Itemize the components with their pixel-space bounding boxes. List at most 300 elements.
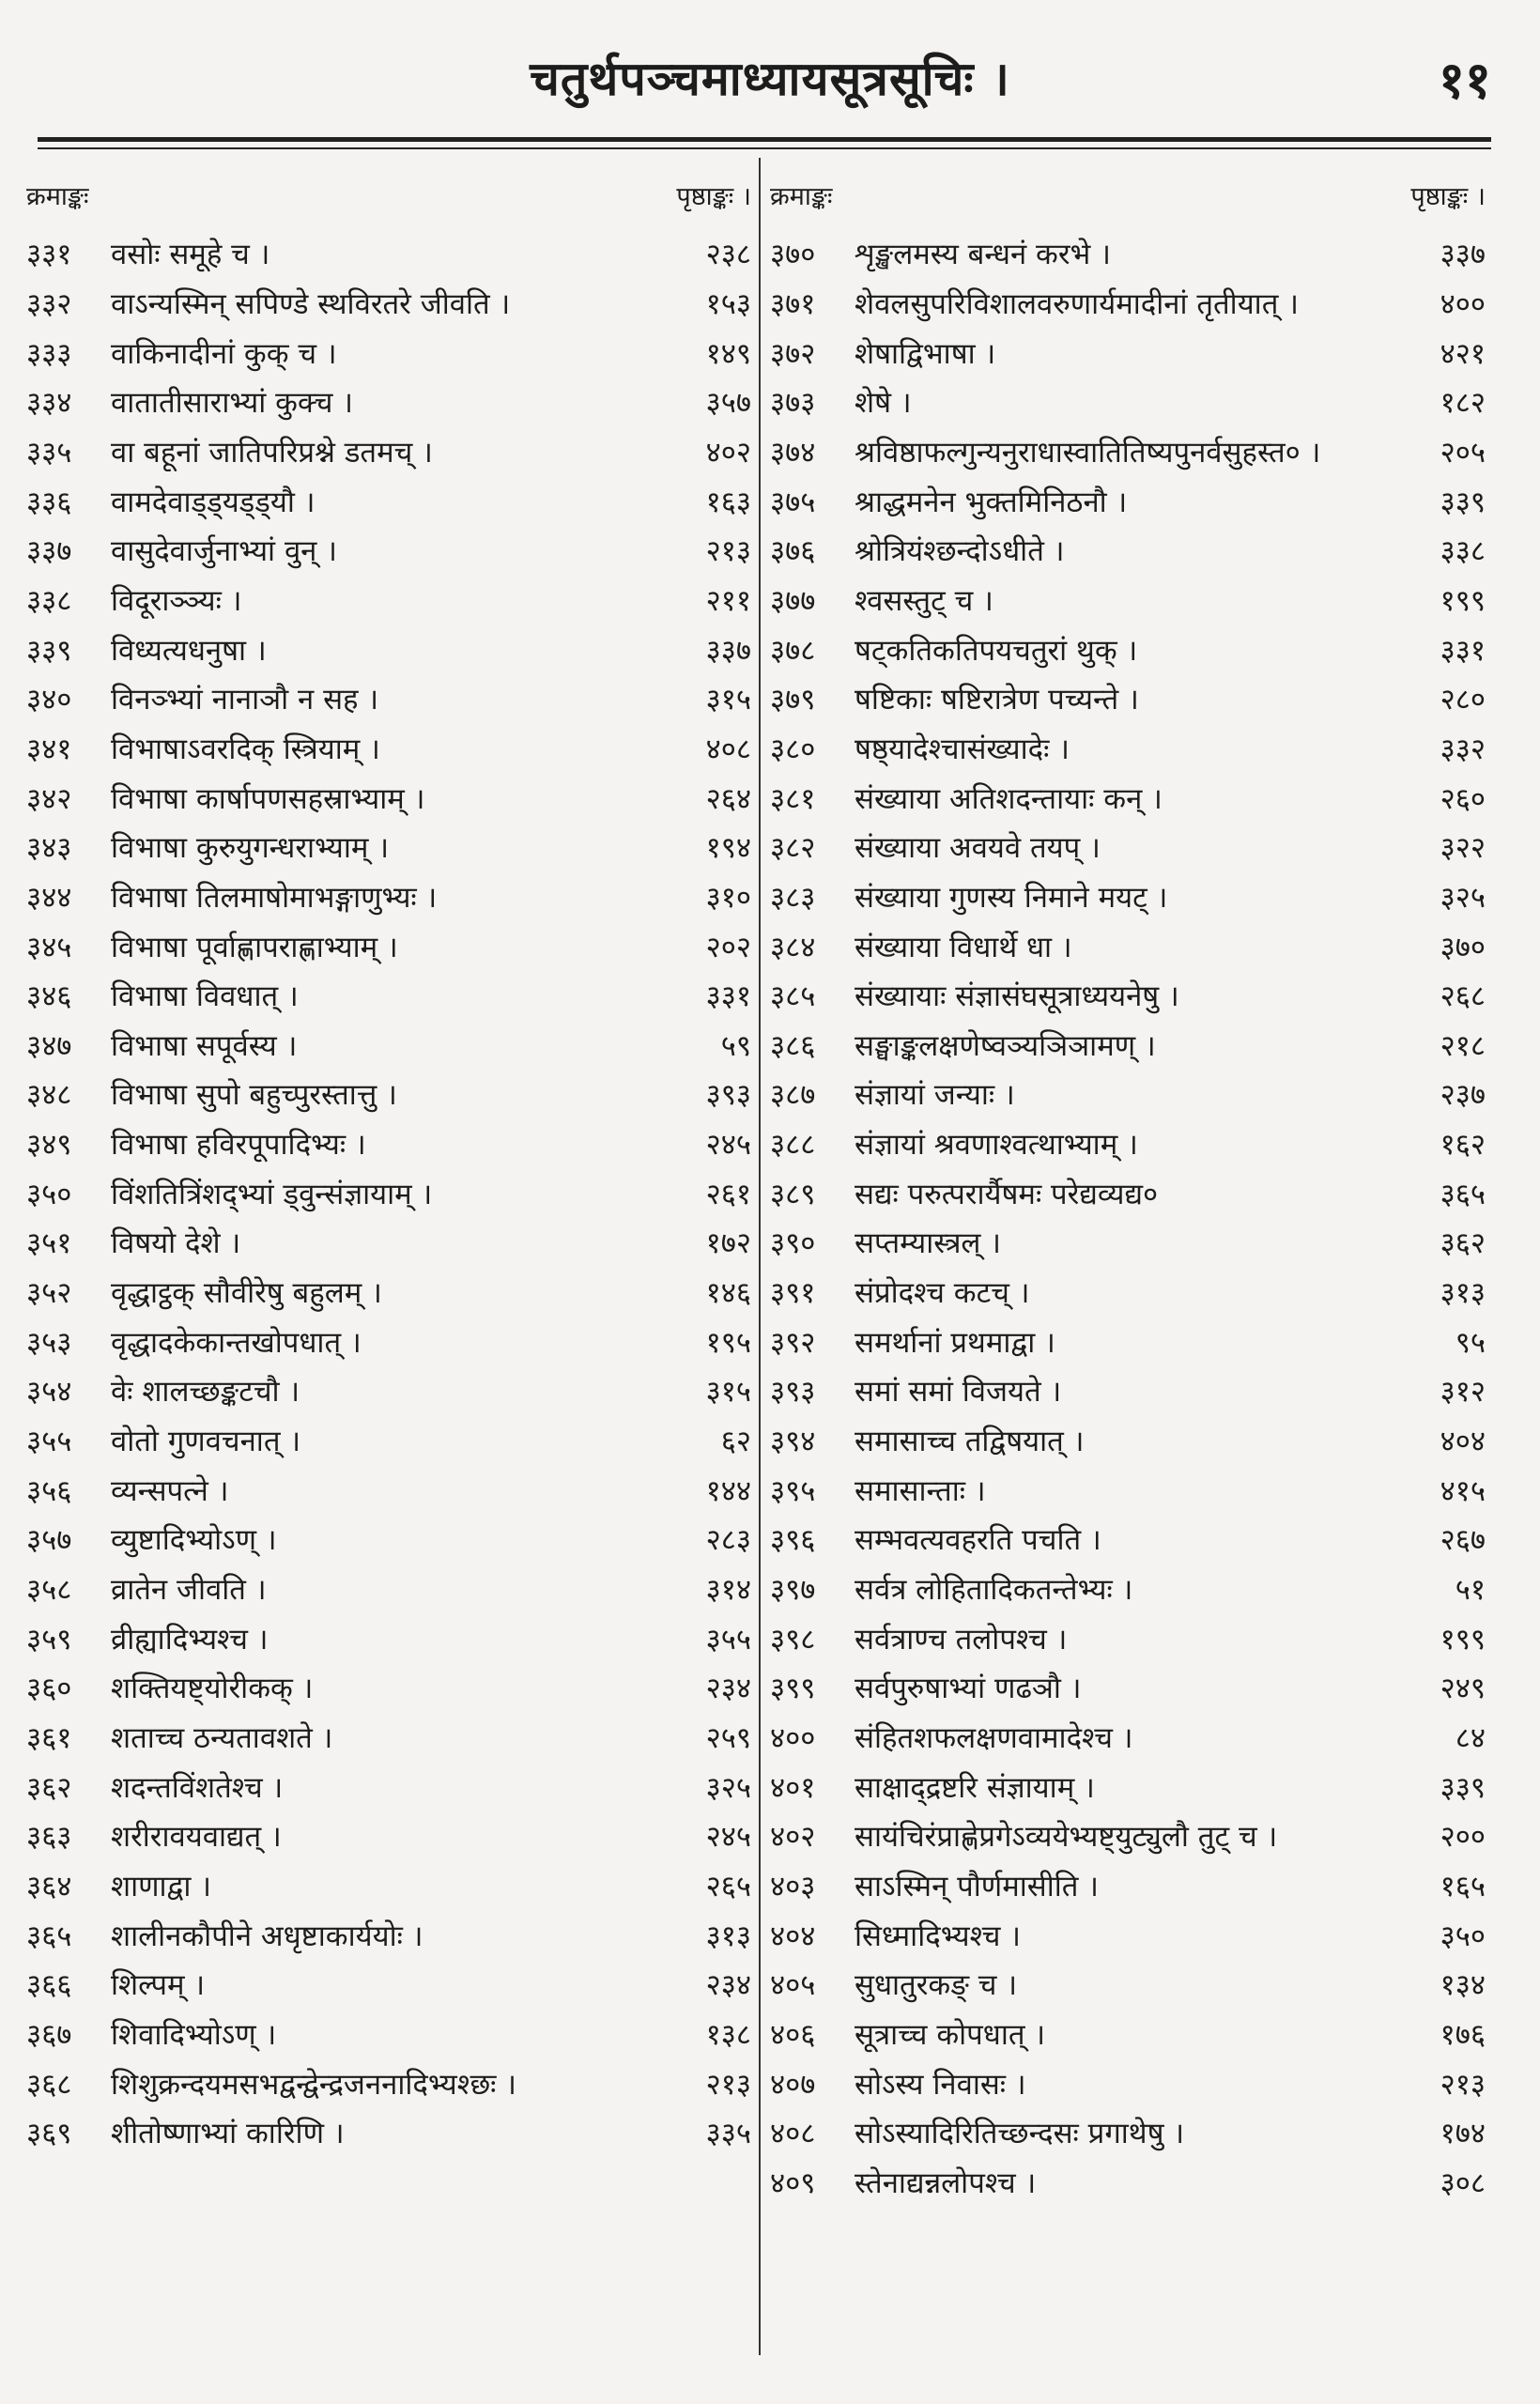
page-reference: ८४ (1455, 1721, 1486, 1756)
sutra-text: संज्ञायां जन्याः । (855, 1078, 1015, 1113)
sutra-text: व्युष्टादिभ्योऽण् । (111, 1523, 277, 1558)
page-reference: ५९ (720, 1028, 751, 1063)
index-entry (770, 921, 1486, 971)
entry-number: ३७७ (770, 583, 816, 618)
page-reference: ३१३ (1440, 1276, 1486, 1311)
page-reference: २१८ (1440, 1028, 1486, 1063)
index-entry (770, 1218, 1486, 1268)
page-reference: २३४ (705, 1968, 751, 2003)
index-entry (770, 971, 1486, 1021)
index-entry (26, 773, 751, 823)
sutra-text: संज्ञायां श्रवणाश्वत्थाभ्याम् । (855, 1128, 1138, 1163)
entry-number: ३६६ (26, 1968, 72, 2003)
page-reference: २०५ (1440, 435, 1486, 470)
index-entry (26, 1564, 751, 1614)
sutra-text: विभाषा सपूर्वस्य । (111, 1028, 298, 1063)
sutra-text: विभाषाऽवरदिक् स्त्रियाम् । (111, 732, 380, 766)
entry-number: ४०६ (770, 2017, 816, 2052)
index-entry (770, 476, 1486, 526)
page-reference: ३३१ (705, 979, 751, 1014)
sutra-text: सोऽस्य निवासः । (855, 2067, 1026, 2102)
sutra-text: श्राद्धमनेन भुक्तमिनिठनौ । (855, 485, 1128, 519)
page-reference: ३३८ (1440, 534, 1486, 569)
page-reference: २८० (1440, 683, 1486, 717)
sutra-text: सुधातुरकङ् च । (855, 1968, 1018, 2003)
entry-number: ३८१ (770, 781, 816, 816)
sutra-text: संख्याया गुणस्य निमाने मयट् । (855, 880, 1168, 915)
page-reference: १९४ (705, 831, 751, 866)
entry-number: ३४० (26, 683, 72, 717)
index-entry (770, 576, 1486, 625)
index-entry (770, 378, 1486, 427)
index-entry (770, 1910, 1486, 1960)
column-divider (759, 158, 761, 2355)
page-reference: २६१ (705, 1177, 751, 1211)
sutra-text: व्यन्सपत्ने । (111, 1473, 229, 1508)
entry-number: ३७६ (770, 534, 816, 569)
entry-number: ३९९ (770, 1672, 816, 1706)
index-entry (770, 526, 1486, 576)
page-reference: ३३७ (1440, 238, 1486, 272)
entry-number: ३९० (770, 1226, 816, 1261)
page-reference: ३३२ (1440, 732, 1486, 766)
entry-number: ३९१ (770, 1276, 816, 1311)
entry-number: ३८२ (770, 831, 816, 866)
page-reference: १८२ (1440, 386, 1486, 421)
sutra-text: शरीरावयवाद्यत् । (111, 1820, 282, 1855)
page-number: ११ (1438, 51, 1491, 110)
page-reference: ४०८ (705, 732, 751, 766)
entry-number: ३४३ (26, 831, 72, 866)
entry-number: ३३३ (26, 336, 72, 371)
entry-number: ३६२ (26, 1770, 72, 1805)
page-reference: ३१२ (1440, 1375, 1486, 1410)
entry-number: ३५८ (26, 1573, 72, 1608)
page-reference: २१३ (705, 2067, 751, 2102)
index-entry (26, 971, 751, 1021)
page-reference: १४६ (705, 1276, 751, 1311)
index-entry (26, 1811, 751, 1861)
entry-number: ३६० (26, 1672, 72, 1706)
entry-number: ३८९ (770, 1177, 816, 1211)
entry-number: ३६९ (26, 2117, 72, 2151)
page-reference: २६५ (705, 1869, 751, 1903)
entry-number: ३८६ (770, 1028, 816, 1063)
entry-number: ३३१ (26, 238, 72, 272)
index-entry (770, 279, 1486, 329)
page-reference: ३१४ (705, 1573, 751, 1608)
sutra-text: शालीनकौपीने अधृष्टाकार्ययोः । (111, 1919, 424, 1953)
entry-number: ३४६ (26, 979, 72, 1014)
entry-number: ३६१ (26, 1721, 72, 1756)
sutra-text: सम्भवत्यवहरति पचति । (855, 1523, 1101, 1558)
sutra-text: वाकिनादीनां कुक् च । (111, 336, 337, 371)
entry-number: ३५९ (26, 1622, 72, 1657)
page-reference: ३३९ (1440, 1770, 1486, 1805)
index-entry (770, 328, 1486, 378)
page-reference: ३५५ (705, 1622, 751, 1657)
index-entry (26, 1465, 751, 1515)
entry-number: ३९४ (770, 1425, 816, 1459)
entry-number: ३३५ (26, 435, 72, 470)
page-reference: ३५० (1440, 1919, 1486, 1953)
entry-number: ४०१ (770, 1770, 816, 1805)
index-entry (770, 674, 1486, 724)
sutra-text: शताच्च ठन्यतावशते । (111, 1721, 333, 1756)
page-reference: १७४ (1440, 2117, 1486, 2151)
entry-number: ३४९ (26, 1128, 72, 1163)
index-entry (26, 526, 751, 576)
page-reference: २३४ (705, 1672, 751, 1706)
entry-number: ३८० (770, 732, 816, 766)
index-entry (770, 1613, 1486, 1663)
entry-number: ३६३ (26, 1820, 72, 1855)
entry-number: ३५६ (26, 1473, 72, 1508)
sutra-text: सर्वत्राण्च तलोपश्च । (855, 1622, 1068, 1657)
index-entry (26, 229, 751, 279)
serial-number-heading: क्रमाङ्कः (770, 181, 833, 211)
index-entry (26, 576, 751, 625)
sutra-text: सङ्घाङ्कलक्षणेष्वञ्यञिञामण् । (855, 1028, 1156, 1063)
page-reference: ३३१ (1440, 633, 1486, 668)
entry-number: ४०३ (770, 1869, 816, 1903)
entry-number: ३३७ (26, 534, 72, 569)
page-reference: २५९ (705, 1721, 751, 1756)
page-reference: ३१५ (705, 1375, 751, 1410)
sutra-text: सूत्राच्च कोपधात् । (855, 2017, 1046, 2052)
sutra-text: विनञ्भ्यां नानाञौ न सह । (111, 683, 379, 717)
sutra-text: वामदेवाड्ड्यड्ड्यौ । (111, 485, 316, 519)
sutra-text: विभाषा कार्षापणसहस्राभ्याम् । (111, 781, 425, 816)
page-reference: २३८ (705, 238, 751, 272)
column-header (770, 175, 1486, 214)
page-reference: १९५ (705, 1325, 751, 1360)
index-entry (770, 1416, 1486, 1466)
index-entry (770, 1168, 1486, 1218)
sutra-text: शिल्पम् । (111, 1968, 206, 2003)
sutra-text: श्रोत्रियंश्छन्दोऽधीते । (855, 534, 1065, 569)
sutra-text: शेवलसुपरिविशालवरुणार्यमादीनां तृतीयात् । (855, 286, 1299, 321)
sutra-text: सायंचिरंप्राह्णेप्रगेऽव्ययेभ्यष्ट्युट्युलौ तुट् च । (855, 1820, 1278, 1855)
entry-number: ३६७ (26, 2017, 72, 2052)
sutra-text: सप्तम्यास्त्रल् । (855, 1226, 1002, 1261)
entry-number: ३५३ (26, 1325, 72, 1360)
index-entry (770, 872, 1486, 922)
sutra-text: वा बहूनां जातिपरिप्रश्ने डतमच् । (111, 435, 433, 470)
sutra-text: शेषे । (855, 386, 912, 421)
page-reference: ३०८ (1440, 2165, 1486, 2200)
entry-number: ३७९ (770, 683, 816, 717)
sutra-text: विंशतित्रिंशद्भ्यां ड्वुन्संज्ञायाम् । (111, 1177, 433, 1211)
index-entry (26, 1119, 751, 1169)
page-reference: ४२१ (1440, 336, 1486, 371)
page-reference: ३१५ (705, 683, 751, 717)
sutra-text: षष्टिकाः षष्टिरात्रेण पच्यन्ते । (855, 683, 1139, 717)
column-header (26, 175, 751, 214)
page-reference: २११ (705, 583, 751, 618)
page-reference: १५३ (705, 286, 751, 321)
index-entry (770, 229, 1486, 279)
page-reference: १९९ (1440, 1622, 1486, 1657)
page-number-heading: पृष्ठाङ्कः । (676, 181, 751, 211)
index-entry (26, 427, 751, 477)
page-reference: २६४ (705, 781, 751, 816)
index-entry (770, 2058, 1486, 2108)
index-entry (26, 1366, 751, 1416)
entry-number: ३६५ (26, 1919, 72, 1953)
sutra-text: सर्वपुरुषाभ्यां णढञौ । (855, 1672, 1082, 1706)
index-entry (770, 1713, 1486, 1763)
index-entry (770, 1268, 1486, 1318)
index-entry (26, 279, 751, 329)
page-reference: ३९३ (705, 1078, 751, 1113)
entry-number: ३४७ (26, 1028, 72, 1063)
index-entry (770, 773, 1486, 823)
entry-number: ३७४ (770, 435, 816, 470)
sutra-text: समासान्ताः । (855, 1473, 986, 1508)
page-reference: ३२५ (705, 1770, 751, 1805)
sutra-text: वृद्धादकेकान्तखोपधात् । (111, 1325, 362, 1360)
index-entry (770, 2108, 1486, 2158)
sutra-text: साऽस्मिन् पौर्णमासीति । (855, 1869, 1100, 1903)
entry-number: ३४२ (26, 781, 72, 816)
entry-number: ३४५ (26, 930, 72, 964)
entry-number: ३५४ (26, 1375, 72, 1410)
page-reference: ३१३ (705, 1919, 751, 1953)
index-entry (26, 378, 751, 427)
sutra-text: वसोः समूहे च । (111, 238, 270, 272)
page-reference: १६५ (1440, 1869, 1486, 1903)
index-entry (770, 1564, 1486, 1614)
page-reference: ३५७ (705, 386, 751, 421)
index-entry (26, 1317, 751, 1366)
page-reference: ५१ (1455, 1573, 1486, 1608)
page-reference: ४१५ (1440, 1473, 1486, 1508)
index-entry (26, 921, 751, 971)
page-reference: १३८ (705, 2017, 751, 2052)
sutra-text: शिशुक्रन्दयमसभद्वन्द्वेन्द्रजननादिभ्यश्छः । (111, 2067, 517, 2102)
index-entry (26, 872, 751, 922)
sutra-text: सर्वत्र लोहितादिकतन्तेभ्यः । (855, 1573, 1133, 1608)
page-reference: १६३ (705, 485, 751, 519)
entry-number: ३९३ (770, 1375, 816, 1410)
page-reference: २४५ (705, 1820, 751, 1855)
sutra-text: व्रातेन जीवति । (111, 1573, 267, 1608)
entry-number: ४०८ (770, 2117, 816, 2151)
page-reference: ४०४ (1440, 1425, 1486, 1459)
sutra-text: वेः शालच्छङ्कटचौ । (111, 1375, 300, 1410)
index-entry (770, 2158, 1486, 2208)
sutra-text: वातातीसाराभ्यां कुक्च । (111, 386, 354, 421)
page-reference: १४९ (705, 336, 751, 371)
page-reference: ३३५ (705, 2117, 751, 2151)
index-entry (770, 1317, 1486, 1366)
index-entry (26, 1268, 751, 1318)
page-reference: १४४ (705, 1473, 751, 1508)
entry-number: ३७३ (770, 386, 816, 421)
entry-number: ३५२ (26, 1276, 72, 1311)
sutra-text: संख्याया अतिशदन्तायाः कन् । (855, 781, 1163, 816)
left-column (26, 175, 751, 2158)
index-entry (770, 823, 1486, 872)
page-title: चतुर्थपञ्चमाध्यायसूत्रसूचिः । (530, 52, 1010, 106)
sutra-text: वृद्धाट्ठक् सौवीरेषु बहुलम् । (111, 1276, 382, 1311)
sutra-text: सोऽस्यादिरितिच्छन्दसः प्रगाथेषु । (855, 2117, 1185, 2151)
page-reference: १७२ (705, 1226, 751, 1261)
sutra-text: वोतो गुणवचनात् । (111, 1425, 301, 1459)
right-entry-list (770, 229, 1486, 2207)
index-entry (26, 823, 751, 872)
index-entry (770, 427, 1486, 477)
entry-number: ४०९ (770, 2165, 816, 2200)
page-reference: २०० (1440, 1820, 1486, 1855)
page-reference: १६२ (1440, 1128, 1486, 1163)
index-entry (26, 1515, 751, 1564)
sutra-text: विभाषा कुरुयुगन्धराभ्याम् । (111, 831, 390, 866)
entry-number: ३६८ (26, 2067, 72, 2102)
entry-number: ३८४ (770, 930, 816, 964)
page-reference: ६२ (720, 1425, 751, 1459)
index-entry (26, 1218, 751, 1268)
entry-number: ३७५ (770, 485, 816, 519)
page-reference: ४०२ (705, 435, 751, 470)
sutra-text: विषयो देशे । (111, 1226, 241, 1261)
page-reference: १९९ (1440, 583, 1486, 618)
sutra-text: समां समां विजयते । (855, 1375, 1062, 1410)
header-rule-thick (38, 137, 1491, 142)
entry-number: ३८५ (770, 979, 816, 1014)
entry-number: ३९२ (770, 1325, 816, 1360)
sutra-text: श्रविष्ठाफल्गुन्यनुराधास्वातितिष्यपुनर्वसुहस्त० । (855, 435, 1321, 470)
entry-number: ३९५ (770, 1473, 816, 1508)
index-entry (770, 624, 1486, 674)
sutra-text: संख्याया विधार्थे धा । (855, 930, 1072, 964)
page-reference: ३७० (1440, 930, 1486, 964)
left-entry-list (26, 229, 751, 2158)
index-entry (770, 1366, 1486, 1416)
entry-number: ३९८ (770, 1622, 816, 1657)
sutra-text: साक्षाद्द्रष्टरि संज्ञायाम् । (855, 1770, 1095, 1805)
entry-number: ३५१ (26, 1226, 72, 1261)
entry-number: ३४१ (26, 732, 72, 766)
page-reference: २४५ (705, 1128, 751, 1163)
page-reference: २१३ (1440, 2067, 1486, 2102)
page-reference: २६७ (1440, 1523, 1486, 1558)
sutra-text: षष्ठ्यादेश्चासंख्यादेः । (855, 732, 1070, 766)
page-number-heading: पृष्ठाङ्कः । (1410, 181, 1486, 211)
sutra-text: वासुदेवार्जुनाभ्यां वुन् । (111, 534, 337, 569)
index-entry (770, 1021, 1486, 1071)
sutra-text: वाऽन्यस्मिन् सपिण्डे स्थविरतरे जीवति । (111, 286, 511, 321)
entry-number: ३७० (770, 238, 816, 272)
index-entry (26, 2108, 751, 2158)
index-entry (770, 724, 1486, 774)
page-reference: २३७ (1440, 1078, 1486, 1113)
entry-number: ३५० (26, 1177, 72, 1211)
index-entry (770, 1119, 1486, 1169)
index-entry (26, 1416, 751, 1466)
entry-number: ३४४ (26, 880, 72, 915)
sutra-text: विभाषा हविरपूपादिभ्यः । (111, 1128, 366, 1163)
sutra-text: विभाषा विवधात् । (111, 979, 299, 1014)
index-entry (26, 1168, 751, 1218)
entry-number: ३५५ (26, 1425, 72, 1459)
serial-number-heading: क्रमाङ्कः (26, 181, 89, 211)
sutra-text: शक्तियष्ट्योरीकक् । (111, 1672, 314, 1706)
entry-number: ३७८ (770, 633, 816, 668)
sutra-text: सद्यः परुत्परार्यैषमः परेद्यव्यद्य० (855, 1177, 1159, 1211)
page-reference: २१३ (705, 534, 751, 569)
index-entry (770, 1861, 1486, 1911)
index-entry (770, 1465, 1486, 1515)
index-entry (26, 1960, 751, 2010)
sutra-text: संहितशफलक्षणवामादेश्च । (855, 1721, 1133, 1756)
sutra-text: विभाषा तिलमाषोमाभङ्गाणुभ्यः । (111, 880, 438, 915)
index-entry (26, 1070, 751, 1119)
page-reference: ३२५ (1440, 880, 1486, 915)
sutra-text: षट्कतिकतिपयचतुरां थुक् । (855, 633, 1138, 668)
page-reference: ३३९ (1440, 485, 1486, 519)
entry-number: ३६४ (26, 1869, 72, 1903)
entry-number: ३७१ (770, 286, 816, 321)
sutra-text: शृङ्खलमस्य बन्धनं करभे । (855, 238, 1111, 272)
sutra-text: शदन्तविंशतेश्च । (111, 1770, 284, 1805)
index-entry (26, 1762, 751, 1811)
sutra-text: शीतोष्णाभ्यां कारिणि । (111, 2117, 345, 2151)
entry-number: ३३९ (26, 633, 72, 668)
entry-number: ४०४ (770, 1919, 816, 1953)
index-entry (26, 1021, 751, 1071)
index-entry (26, 1663, 751, 1713)
sutra-text: विदूराञ्ञ्यः । (111, 583, 242, 618)
index-entry (26, 1713, 751, 1763)
index-entry (770, 1811, 1486, 1861)
index-entry (26, 1910, 751, 1960)
entry-number: ३३८ (26, 583, 72, 618)
right-column (770, 175, 1486, 2207)
index-entry (770, 1515, 1486, 1564)
index-entry (26, 624, 751, 674)
entry-number: ३८७ (770, 1078, 816, 1113)
index-entry (770, 1663, 1486, 1713)
entry-number: ३४८ (26, 1078, 72, 1113)
entry-number: ४०५ (770, 1968, 816, 2003)
sutra-text: शेषाद्विभाषा । (855, 336, 996, 371)
sutra-text: संख्यायाः संज्ञासंघसूत्राध्ययनेषु । (855, 979, 1179, 1014)
index-entry (26, 2010, 751, 2059)
entry-number: ३३६ (26, 485, 72, 519)
sutra-text: समासाच्च तद्विषयात् । (855, 1425, 1085, 1459)
index-entry (26, 328, 751, 378)
sutra-text: विध्यत्यधनुषा । (111, 633, 267, 668)
page-reference: २४९ (1440, 1672, 1486, 1706)
sutra-text: व्रीह्यादिभ्यश्च । (111, 1622, 269, 1657)
sutra-text: शाणाद्वा । (111, 1869, 212, 1903)
entry-number: ३७२ (770, 336, 816, 371)
page-reference: ३६५ (1440, 1177, 1486, 1211)
entry-number: ३३२ (26, 286, 72, 321)
sutra-text: संप्रोदश्च कटच् । (855, 1276, 1030, 1311)
sutra-text: स्तेनाद्यन्नलोपश्च । (855, 2165, 1037, 2200)
index-entry (26, 724, 751, 774)
page-reference: २०२ (705, 930, 751, 964)
index-entry (770, 1960, 1486, 2010)
entry-number: ४०७ (770, 2067, 816, 2102)
page-reference: ३६२ (1440, 1226, 1486, 1261)
index-entry (26, 476, 751, 526)
entry-number: ३९६ (770, 1523, 816, 1558)
page-reference: २८३ (705, 1523, 751, 1558)
